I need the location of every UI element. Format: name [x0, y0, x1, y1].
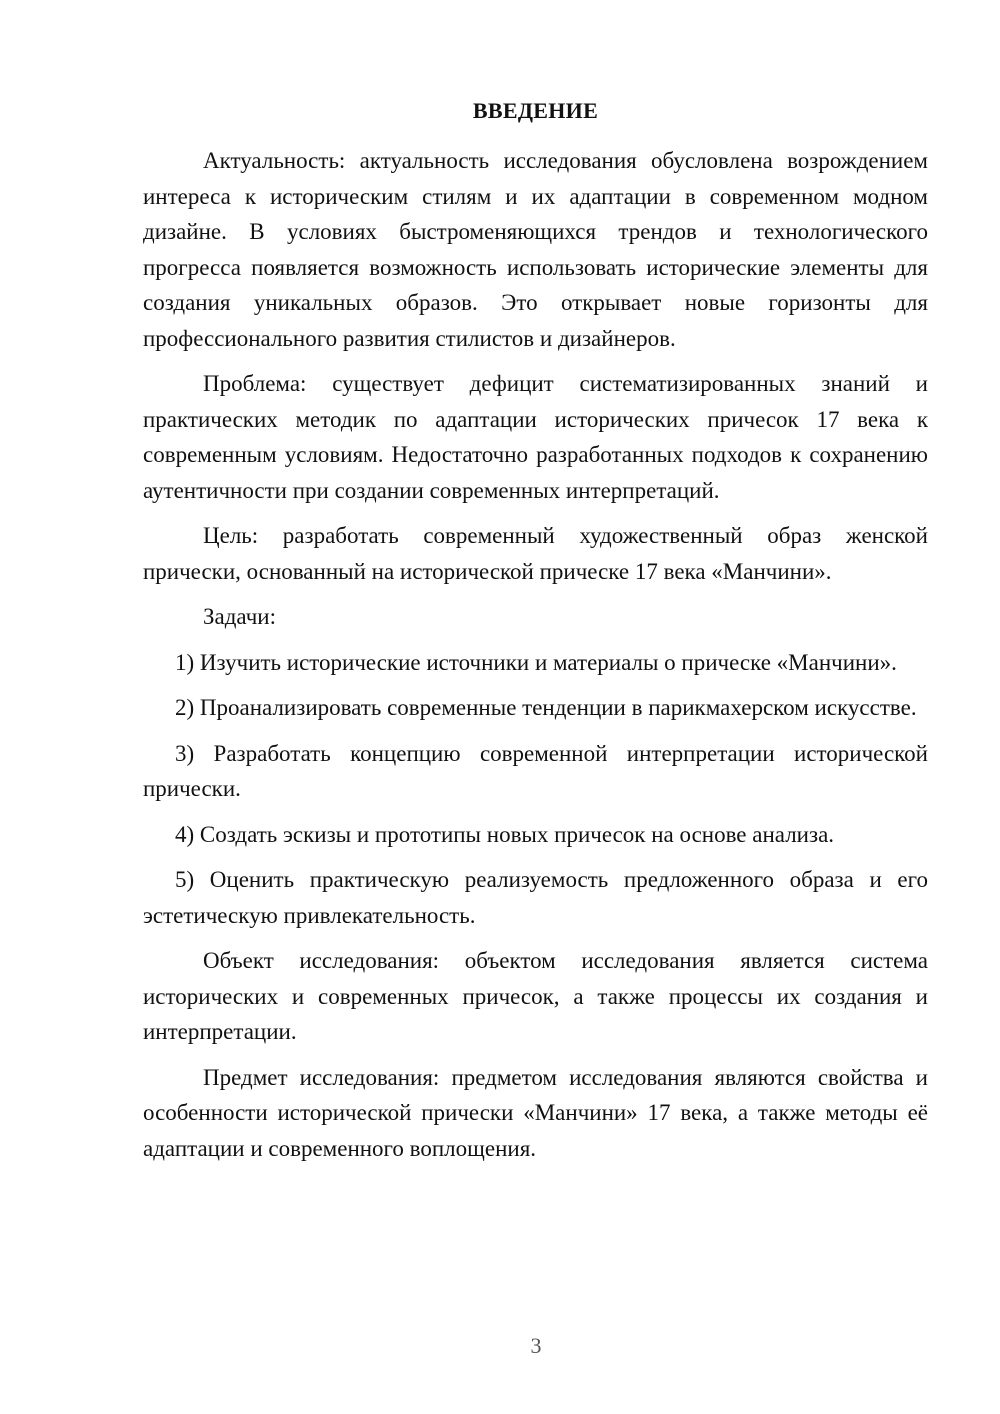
task-item-4: 4) Создать эскизы и прототипы новых причесок на основе анализа.: [175, 821, 835, 847]
paragraph-relevance: Актуальность: актуальность исследования обусловлена возрождением интереса к историческим стилям и их адаптации в современном модном дизайне. В условиях быстроменяющихся трендов и технологического прогресса появляется возможность использовать исторические элементы для создания уникальных образов. Это открывает новые горизонты для профессионального развития стилистов и дизайнеров.: [143, 148, 928, 351]
paragraph-problem: Проблема: существует дефицит систематизированных знаний и практических методик по адаптации исторических причесок 17 века к современным условиям. Недостаточно разработанных подходов к сохранению аутентичности при создании современных интерпретаций.: [143, 371, 928, 503]
section-title: ВВЕДЕНИЕ: [472, 98, 599, 123]
task-item-2: 2) Проанализировать современные тенденции в парикмахерском искусстве.: [175, 695, 917, 720]
paragraph-object: Объект исследования: объектом исследования является система исторических и современных причесок, а также процессы их создания и интерпретации.: [143, 948, 928, 1044]
paragraph-subject: Предмет исследования: предметом исследования являются свойства и особенности исторической прически «Манчини» 17 века, а также методы её адаптации и современного воплощения.: [143, 1064, 928, 1161]
paragraph-goal: Цель: разработать современный художественный образ женской прически, основанный на исторической прическе 17 века «Манчини».: [143, 523, 928, 584]
document-body: [143, 143, 928, 1176]
page-number: 3: [530, 1333, 542, 1358]
task-item-3: 3) Разработать концепцию современной интерпретации исторической прически.: [143, 740, 928, 801]
tasks-heading: Задачи:: [203, 604, 276, 629]
task-item-1: 1) Изучить исторические источники и материалы о прическе «Манчини».: [175, 649, 897, 675]
task-item-5: 5) Оценить практическую реализуемость предложенного образа и его эстетическую привлекательность.: [143, 867, 928, 928]
